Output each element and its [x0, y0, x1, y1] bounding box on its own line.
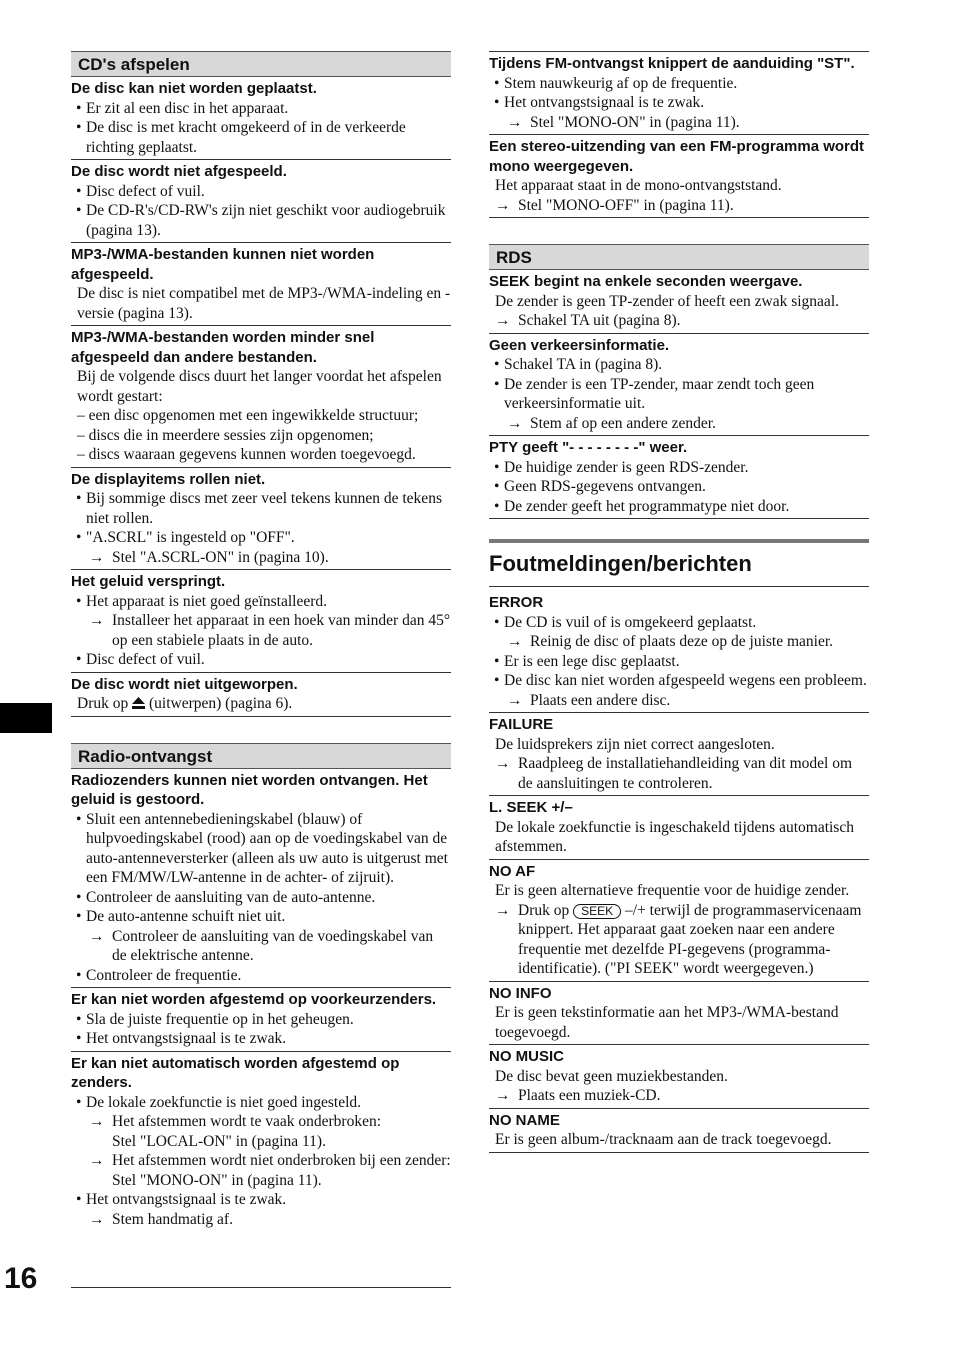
dash-item: – discs die in meerdere sessies zijn opgenomen; — [77, 426, 374, 444]
issue-item — [71, 1052, 451, 1232]
issue-item — [71, 160, 451, 243]
bullet: • "A.SCRL" is ingesteld op "OFF". — [71, 528, 451, 548]
remedy: → Stem handmatig af. — [71, 1210, 451, 1230]
issue-question: SEEK begint na enkele seconden weergave. — [489, 273, 803, 290]
error-item — [489, 796, 869, 860]
remedy: → Stem af op een andere zender. — [489, 414, 869, 434]
issue-question: PTY geeft "- - - - - - - -" weer. — [489, 439, 688, 456]
error-item — [489, 713, 869, 796]
issue-text: De disc bevat geen muziekbestanden. — [495, 1067, 728, 1085]
remedy: → Reinig de disc of plaats deze op de juiste manier. — [489, 632, 869, 652]
bullet: • De CD-R's/CD-RW's zijn niet geschikt voor audiogebruik (pagina 13). — [71, 201, 451, 240]
issue-item — [71, 468, 451, 571]
bullet: • Controleer de frequentie. — [71, 966, 451, 986]
issue-question: De disc wordt niet afgespeeld. — [71, 163, 287, 180]
section-header-cd: CD's afspelen — [71, 51, 451, 77]
issue-item — [71, 243, 451, 326]
issue-item — [489, 135, 869, 218]
remedy: → Het afstemmen wordt niet onderbroken bij een zender: — [71, 1151, 451, 1171]
dash-item: – discs waaraan gegevens kunnen worden toegevoegd. — [77, 446, 416, 463]
issue-item — [489, 436, 869, 519]
issue-question: Geen verkeersinformatie. — [489, 336, 670, 354]
page-bottom-rule — [71, 1287, 451, 1288]
bullet: • De disc is met kracht omgekeerd of in de verkeerde richting geplaatst. — [71, 118, 451, 157]
issue-question: Er kan niet worden afgestemd op voorkeurzenders. — [71, 991, 437, 1008]
text-segment: Druk op — [518, 901, 570, 919]
error-code: FAILURE — [489, 716, 554, 733]
bullet: • Controleer de aansluiting van de auto-antenne. — [71, 888, 451, 908]
seek-button-key: SEEK — [573, 904, 621, 919]
error-item — [489, 860, 869, 982]
bullet: • De lokale zoekfunctie is niet goed ingesteld. — [71, 1093, 451, 1113]
remedy — [489, 901, 869, 979]
issue-text: Het apparaat staat in de mono-ontvangststand. — [495, 177, 782, 194]
error-item — [489, 1109, 869, 1153]
bullet: • Disc defect of vuil. — [71, 650, 451, 670]
bullet: • Er zit al een disc in het apparaat. — [71, 99, 451, 119]
issue-item — [489, 51, 869, 135]
error-code: L. SEEK +/– — [489, 799, 573, 816]
error-code: NO NAME — [489, 1111, 560, 1129]
remedy: → Installeer het apparaat in een hoek van minder dan 45° op een stabiele plaats in de auto. — [71, 611, 451, 650]
issue-item — [71, 673, 451, 717]
issue-text: Er is geen tekstinformatie aan het MP3-/WMA-bestand toegevoegd. — [495, 1004, 839, 1041]
issue-question: De disc wordt niet uitgeworpen. — [71, 675, 298, 693]
bullet: • Bij sommige discs met zeer veel tekens kunnen de tekens niet rollen. — [71, 489, 451, 528]
remedy-cont: Stel "MONO-ON" in (pagina 11). — [112, 1171, 322, 1189]
issue-text: Bij de volgende discs duurt het langer voordat het afspelen wordt gestart: — [77, 368, 442, 405]
bullet: • Schakel TA in (pagina 8). — [489, 355, 869, 375]
remedy: → Controleer de aansluiting van de voedingskabel van de elektrische antenne. — [71, 927, 451, 966]
issue-text: Er is geen album-/tracknaam aan de track toegevoegd. — [495, 1131, 832, 1148]
error-messages — [489, 591, 869, 1153]
issue-item — [489, 270, 869, 334]
remedy: → Het afstemmen wordt te vaak onderbroken: — [71, 1112, 451, 1132]
bullet: • De zender is een TP-zender, maar zendt toch geen verkeersinformatie uit. — [489, 375, 869, 414]
left-column — [71, 51, 451, 1231]
bullet: • De CD is vuil of is omgekeerd geplaatst. — [489, 613, 869, 633]
issue-text — [71, 694, 451, 714]
remedy: → Stel "MONO-OFF" in (pagina 11). — [489, 196, 869, 216]
error-item — [489, 982, 869, 1046]
bullet: • De auto-antenne schuift niet uit. — [71, 907, 451, 927]
remedy: → Raadpleeg de installatiehandleiding van dit model om de aansluitingen te controleren. — [489, 754, 869, 793]
bullet: • Disc defect of vuil. — [71, 182, 451, 202]
issue-item — [489, 334, 869, 437]
remedy: → Stel "MONO-ON" in (pagina 11). — [489, 113, 869, 133]
issue-question: De displayitems rollen niet. — [71, 470, 266, 488]
issue-item — [71, 326, 451, 468]
issue-item — [71, 769, 451, 989]
bullet: • Geen RDS-gegevens ontvangen. — [489, 477, 869, 497]
issue-question: Een stereo-uitzending van een FM-programma wordt mono weergegeven. — [489, 138, 865, 175]
text-segment: (uitwerpen) (pagina 6). — [148, 695, 293, 712]
issue-item — [71, 988, 451, 1052]
error-code: ERROR — [489, 594, 544, 611]
bullet: • De huidige zender is geen RDS-zender. — [489, 458, 869, 478]
error-code: NO MUSIC — [489, 1048, 564, 1065]
bullet: • Het ontvangstsignaal is te zwak. — [71, 1029, 451, 1049]
text-segment: Druk op — [77, 695, 129, 712]
bullet: • Sla de juiste frequentie op in het geheugen. — [71, 1010, 451, 1030]
issue-question: MP3-/WMA-bestanden worden minder snel afgespeeld dan andere bestanden. — [71, 329, 375, 366]
error-code: NO AF — [489, 862, 536, 880]
page-number: 16 — [4, 1262, 38, 1295]
error-item — [489, 591, 869, 713]
issue-text: De zender is geen TP-zender of heeft een zwak signaal. — [495, 292, 839, 310]
remedy-cont: Stel "LOCAL-ON" in (pagina 11). — [112, 1132, 326, 1150]
issue-text: De disc is niet compatibel met de MP3-/WMA-indeling en -versie (pagina 13). — [77, 285, 451, 322]
remedy: → Plaats een muziek-CD. — [489, 1086, 869, 1106]
remedy: → Plaats een andere disc. — [489, 691, 869, 711]
bullet: • Er is een lege disc geplaatst. — [489, 652, 869, 672]
issue-text: Er is geen alternatieve frequentie voor de huidige zender. — [495, 882, 850, 899]
error-item — [489, 1045, 869, 1109]
issue-question: Er kan niet automatisch worden afgestemd op zenders. — [71, 1054, 400, 1091]
error-code: NO INFO — [489, 984, 552, 1002]
bullet: • Het ontvangstsignaal is te zwak. — [489, 93, 869, 113]
issue-question: De disc kan niet worden geplaatst. — [71, 80, 317, 97]
bullet: • Sluit een antennebedieningskabel (blauw) of hulpvoedingskabel (rood) aan op de voedingskabel van de auto-antenneversterker (alleen als uw auto is uitgerust met een FM/MW/LW-antenne in de achter- of zijruit). — [71, 810, 451, 888]
bullet: • Stem nauwkeurig af op de frequentie. — [489, 74, 869, 94]
issue-item — [71, 77, 451, 160]
bullet: • Het apparaat is niet goed geïnstalleerd. — [71, 592, 451, 612]
errors-title-block — [489, 539, 869, 587]
issue-item — [71, 570, 451, 673]
issue-question: Tijdens FM-ontvangst knippert de aanduiding "ST". — [489, 55, 855, 72]
right-column — [489, 51, 869, 1153]
text-segment: –/+ terwijl de programmaservicenaam knippert. Het apparaat gaat zoeken naar een andere frequentie met dezelfde PI-gegevens (programma-identificatie). ("PI SEEK" wordt weergegeven.) — [518, 901, 862, 977]
remedy: → Stel "A.SCRL-ON" in (pagina 10). — [71, 548, 451, 568]
issue-question: Radiozenders kunnen niet worden ontvangen. Het geluid is gestoord. — [71, 771, 428, 808]
errors-title: Foutmeldingen/berichten — [489, 551, 752, 576]
bullet: • Het ontvangstsignaal is te zwak. — [71, 1190, 451, 1210]
bullet: • De disc kan niet worden afgespeeld wegens een probleem. — [489, 671, 869, 691]
section-header-radio: Radio-ontvangst — [71, 743, 451, 769]
bullet: • De zender geeft het programmatype niet door. — [489, 497, 869, 517]
dash-item: – een disc opgenomen met een ingewikkelde structuur; — [77, 407, 419, 424]
issue-question: MP3-/WMA-bestanden kunnen niet worden afgespeeld. — [71, 246, 375, 283]
section-header-rds: RDS — [489, 244, 869, 270]
issue-text: De lokale zoekfunctie is ingeschakeld tijdens automatisch afstemmen. — [495, 818, 854, 855]
issue-text: De luidsprekers zijn niet correct aangesloten. — [495, 735, 775, 753]
issue-question: Het geluid verspringt. — [71, 573, 226, 590]
remedy: → Schakel TA uit (pagina 8). — [489, 311, 869, 331]
eject-icon — [132, 697, 145, 709]
chapter-tab-marker — [0, 703, 52, 733]
